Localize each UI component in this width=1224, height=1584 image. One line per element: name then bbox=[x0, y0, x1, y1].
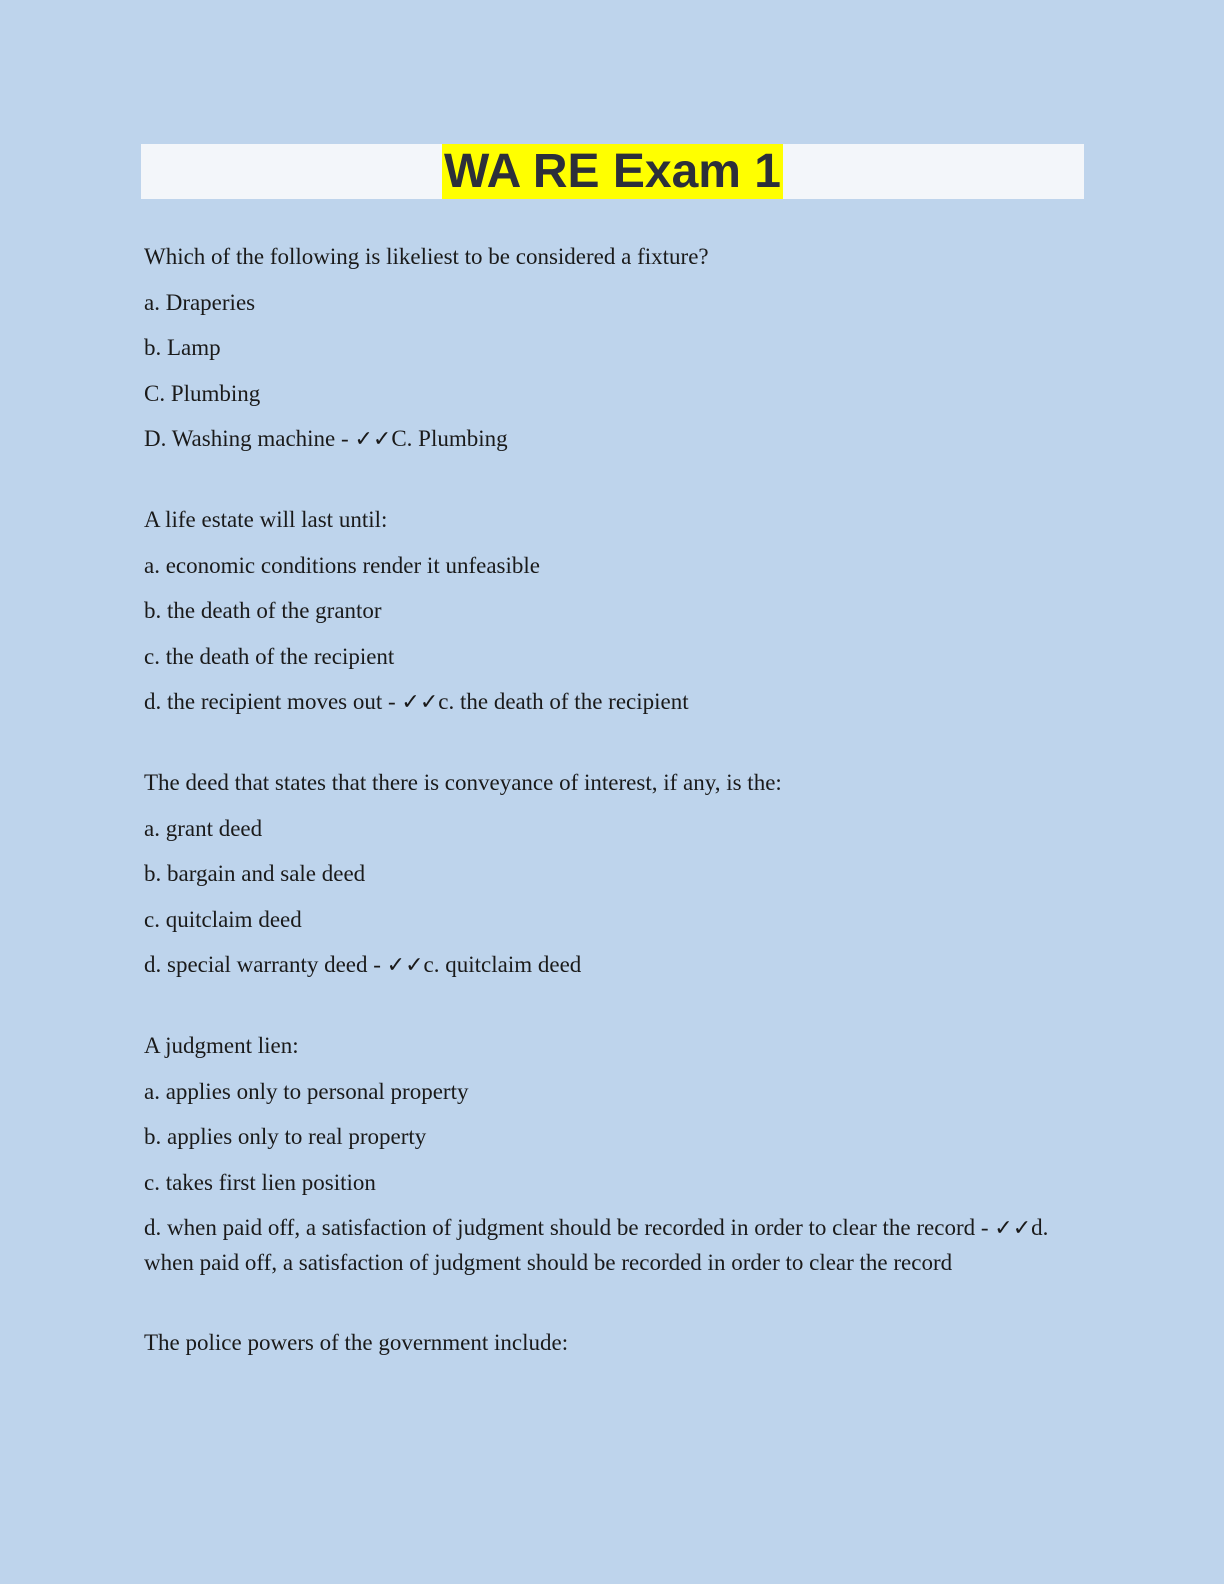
option-d-with-answer bbox=[144, 1211, 1089, 1280]
question-5 bbox=[144, 1326, 1089, 1360]
double-check-icon: ✓✓ bbox=[401, 690, 439, 715]
double-check-icon: ✓✓ bbox=[994, 1216, 1032, 1241]
title-banner bbox=[141, 144, 1084, 199]
option-d-with-answer bbox=[144, 422, 1089, 457]
question-prompt: Which of the following is likeliest to be considered a fixture? bbox=[144, 244, 709, 269]
question-4 bbox=[144, 1029, 1089, 1280]
option-d: d. the recipient moves out - bbox=[144, 689, 402, 714]
question-prompt: The deed that states that there is conveyance of interest, if any, is the: bbox=[144, 770, 782, 795]
option-d: D. Washing machine - bbox=[144, 426, 355, 451]
option-b: b. the death of the grantor bbox=[144, 598, 382, 623]
option-b: b. applies only to real property bbox=[144, 1124, 427, 1149]
question-3 bbox=[144, 766, 1089, 983]
option-d: d. special warranty deed - bbox=[144, 952, 387, 977]
option-c: c. the death of the recipient bbox=[144, 643, 395, 669]
question-prompt: A judgment lien: bbox=[144, 1033, 299, 1058]
correct-answer: C. Plumbing bbox=[391, 426, 508, 451]
option-b: b. Lamp bbox=[144, 335, 221, 360]
question-prompt: A life estate will last until: bbox=[144, 507, 388, 532]
option-a: a. Draperies bbox=[144, 289, 256, 315]
question-prompt: The police powers of the government include: bbox=[144, 1330, 569, 1355]
question-1 bbox=[144, 240, 1089, 457]
correct-answer: c. quitclaim deed bbox=[423, 952, 582, 977]
option-d-with-answer bbox=[144, 685, 1089, 720]
question-2 bbox=[144, 503, 1089, 720]
option-a: a. applies only to personal property bbox=[144, 1078, 469, 1104]
option-c: c. takes first lien position bbox=[144, 1169, 376, 1195]
double-check-icon: ✓✓ bbox=[354, 427, 392, 452]
option-a: a. grant deed bbox=[144, 815, 263, 841]
double-check-icon: ✓✓ bbox=[386, 953, 424, 978]
question-list bbox=[144, 240, 1089, 1406]
option-c: c. quitclaim deed bbox=[144, 906, 302, 932]
option-b: b. bargain and sale deed bbox=[144, 861, 366, 886]
document-title: WA RE Exam 1 bbox=[443, 145, 781, 198]
correct-answer: c. the death of the recipient bbox=[438, 689, 689, 714]
option-a: a. economic conditions render it unfeasible bbox=[144, 552, 540, 578]
option-d: d. when paid off, a satisfaction of judgment should be recorded in order to clear the record - bbox=[144, 1215, 995, 1240]
option-d-with-answer bbox=[144, 948, 1089, 983]
correct-answer: d. when paid off, a satisfaction of judgment should be recorded in order to clear the record bbox=[144, 1215, 1049, 1275]
option-c: C. Plumbing bbox=[144, 380, 261, 406]
